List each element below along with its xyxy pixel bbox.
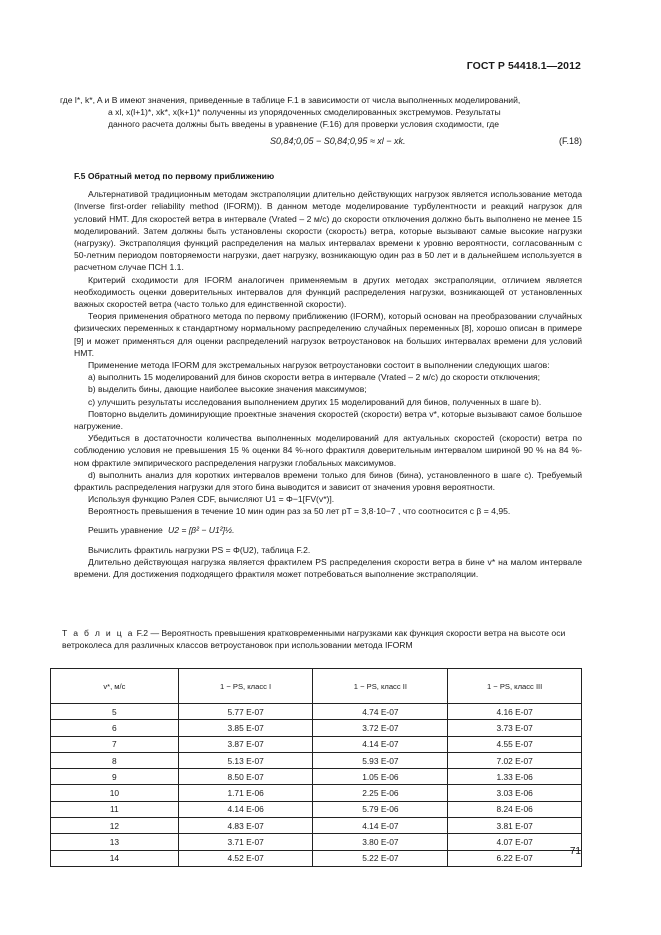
table-cell: 4.16 E-07 <box>448 704 582 720</box>
table-cell: 9 <box>51 769 179 785</box>
table-cell: 4.74 E-07 <box>313 704 448 720</box>
table-cell: 5.22 E-07 <box>313 850 448 866</box>
table-cell: 1.71 E-06 <box>178 785 313 801</box>
paragraph-1: Альтернативой традиционным методам экстраполяции длительно действующих нагрузок является использование метода (Inverse first-order reliability method (IFORM)). В данном методе моделирование турбулентности и реакций нагрузок для условий НМТ. Для скоростей ветра в интервале (Vrated – 2 м/с) до скорости отключения должно быть выполнено не менее 15 моделирований. Затем должны быть установлены скорости (скорость) ветра, которые вызывают самые высокие нагрузки (нагрузку). Экстраполяция функций распределения на малых интервалах времени к уровню вероятности, согласованным с 50-летним периодом повторяемости нагрузки, дает нагрузку, возникающую один раз в 50 лет и в дальнейшем используется в расчетном случае ПСН 1.1. <box>74 189 582 273</box>
table-cell: 10 <box>51 785 179 801</box>
section-f5 <box>74 170 582 580</box>
solve-equation-row <box>74 518 582 544</box>
probability-paragraph: Вероятность превышения в течение 10 мин один раз за 50 лет pT = 3,8·10−7 , что соотносится с β = 4,95. <box>88 506 511 517</box>
column-header: 1 − PS, класс II <box>313 669 448 704</box>
step-b: b) выделить бины, дающие наиболее высокие значения максимумов; <box>88 384 367 395</box>
table-cell: 3.73 E-07 <box>448 720 582 736</box>
intro-line-1: где l*, k*, A и B имеют значения, приведенные в таблице F.1 в зависимости от числа выполненных моделирований, <box>60 95 521 105</box>
section-title: F.5 Обратный метод по первому приближению <box>74 171 275 181</box>
table-cell: 1.33 E-06 <box>448 769 582 785</box>
table-cell: 4.83 E-07 <box>178 818 313 834</box>
table-cell: 4.55 E-07 <box>448 736 582 752</box>
table-row <box>51 769 582 785</box>
table-cell: 14 <box>51 850 179 866</box>
table-caption-text: F.2 — Вероятность превышения кратковременными нагрузками как функция скорости ветра на высоте оси ветроколеса для различных классов ветроустановок при использовании метода IFORM <box>62 628 566 651</box>
table-cell: 4.14 E-06 <box>178 801 313 817</box>
table-cell: 3.81 E-07 <box>448 818 582 834</box>
table-cell: 4.14 E-07 <box>313 818 448 834</box>
table-cell: 3.80 E-07 <box>313 834 448 850</box>
table-caption <box>62 627 592 651</box>
table-cell: 13 <box>51 834 179 850</box>
table-caption-prefix: Т а б л и ц а <box>62 628 135 638</box>
fractile-paragraph: Вычислить фрактиль нагрузки PS = Φ(U2), таблица F.2. <box>88 544 311 555</box>
table-cell: 3.03 E-06 <box>448 785 582 801</box>
page-number: 71 <box>569 846 581 857</box>
table-cell: 4.07 E-07 <box>448 834 582 850</box>
intro-block <box>60 94 582 151</box>
table-cell: 3.71 E-07 <box>178 834 313 850</box>
table-cell: 3.87 E-07 <box>178 736 313 752</box>
table-cell: 11 <box>51 801 179 817</box>
intro-line-2: а xl, x(l+1)*, xk*, x(k+1)* полученны из упорядоченных смоделированных экстремумов. Результаты <box>108 107 501 118</box>
table-row <box>51 834 582 850</box>
table-row <box>51 720 582 736</box>
intro-line-3: данного расчета должны быть введены в уравнение (F.16) для проверки условия сходимости, где <box>108 119 500 130</box>
table-cell: 5.77 E-07 <box>178 704 313 720</box>
table-cell: 3.72 E-07 <box>313 720 448 736</box>
formula-number: (F.18) <box>558 135 582 146</box>
paragraph-2: Критерий сходимости для IFORM аналогичен применяемым в других методах экстраполяции, отличием является необходимость оценки доверительных интервалов для функций распределения нагрузки, возникающей от установленных важных скоростей ветра (часто только для единственной скорости). <box>74 274 582 310</box>
table-cell: 8.24 E-06 <box>448 801 582 817</box>
table-row <box>51 752 582 768</box>
document-id-header: ГОСТ Р 54418.1—2012 <box>466 60 581 72</box>
step-c: с) улучшить результаты исследования выполнением других 15 моделирований для бинов, полученных в шаге b). <box>88 396 542 407</box>
table-cell: 4.52 E-07 <box>178 850 313 866</box>
verify-paragraph: Убедиться в достаточности количества выполненных моделирований для актуальных скоростей (скорости) ветра по соблюдению условия не превышения 15 % оценки 84 %-ного фрактиля доверительным интервалом шириной 90 % на 84 %-ном фрактиле эмпирического распределения нагрузки глобальных максимумов. <box>74 433 582 468</box>
table-cell: 5.13 E-07 <box>178 752 313 768</box>
paragraph-4: Применение метода IFORM для экстремальных нагрузок ветроустановки состоит в выполнении следующих шагов: <box>88 360 550 371</box>
table-row <box>51 785 582 801</box>
column-header: 1 − PS, класс III <box>448 669 582 704</box>
table-header-row <box>51 669 582 704</box>
table-cell: 6.22 E-07 <box>448 850 582 866</box>
formula-row <box>74 131 582 151</box>
step-d: d) выполнить анализ для коротких интервалов времени только для бинов (бина), установленного в шаге с). Требуемый фрактиль распределения нагрузки для этого бина выводится и зависит от значения уровня вероятности. <box>74 469 582 493</box>
table-row <box>51 704 582 720</box>
long-load-paragraph: Длительно действующая нагрузка является фрактилем PS распределения скорости ветра в бине v* на малом интервале времени. Для достижения подходящего фрактиля может потребоваться выполнение экстраполяции. <box>74 556 582 580</box>
table-cell: 2.25 E-06 <box>313 785 448 801</box>
step-a: а) выполнить 15 моделирований для бинов скорости ветра в интервале (Vrated – 2 м/с) до скорости отключения; <box>88 372 541 383</box>
rayleigh-paragraph: Используя функцию Рэлея CDF, вычисляют U1 = Φ−1[FV(v*)]. <box>88 494 335 505</box>
table-cell: 12 <box>51 818 179 834</box>
table-cell: 4.14 E-07 <box>313 736 448 752</box>
table-cell: 5 <box>51 704 179 720</box>
table-cell: 8 <box>51 752 179 768</box>
column-header: 1 − PS, класс I <box>178 669 313 704</box>
table-f2 <box>50 668 582 867</box>
paragraph-3: Теория применения обратного метода по первому приближению (IFORM), который основан на преобразовании случайных физических переменных к стандартному нормальному распределению случайных переменных [8], хорошо описан в примере [9] и может применяться для оценки распределений нагрузок ветроустановок на больших интервалах времени для условий НМТ. <box>74 311 582 358</box>
table-row <box>51 736 582 752</box>
column-header: v*, м/с <box>51 669 179 704</box>
table-cell: 5.93 E-07 <box>313 752 448 768</box>
table-cell: 7.02 E-07 <box>448 752 582 768</box>
table-row <box>51 818 582 834</box>
table-cell: 6 <box>51 720 179 736</box>
table-cell: 1.05 E-06 <box>313 769 448 785</box>
table-cell: 3.85 E-07 <box>178 720 313 736</box>
table-row <box>51 850 582 866</box>
table-cell: 5.79 E-06 <box>313 801 448 817</box>
formula-f18: S0,84;0,05 − S0,84;0,95 ≈ xl − xk. <box>270 135 406 146</box>
table-cell: 8.50 E-07 <box>178 769 313 785</box>
solve-label: Решить уравнение <box>88 524 163 535</box>
solve-formula: U2 = [β² − U1²]½. <box>168 524 235 535</box>
table-cell: 7 <box>51 736 179 752</box>
table-row <box>51 801 582 817</box>
step-c-continued: Повторно выделить доминирующие проектные значения скоростей (скорости) ветра v*, которые вызывают самое большое нагружение. <box>74 408 582 432</box>
